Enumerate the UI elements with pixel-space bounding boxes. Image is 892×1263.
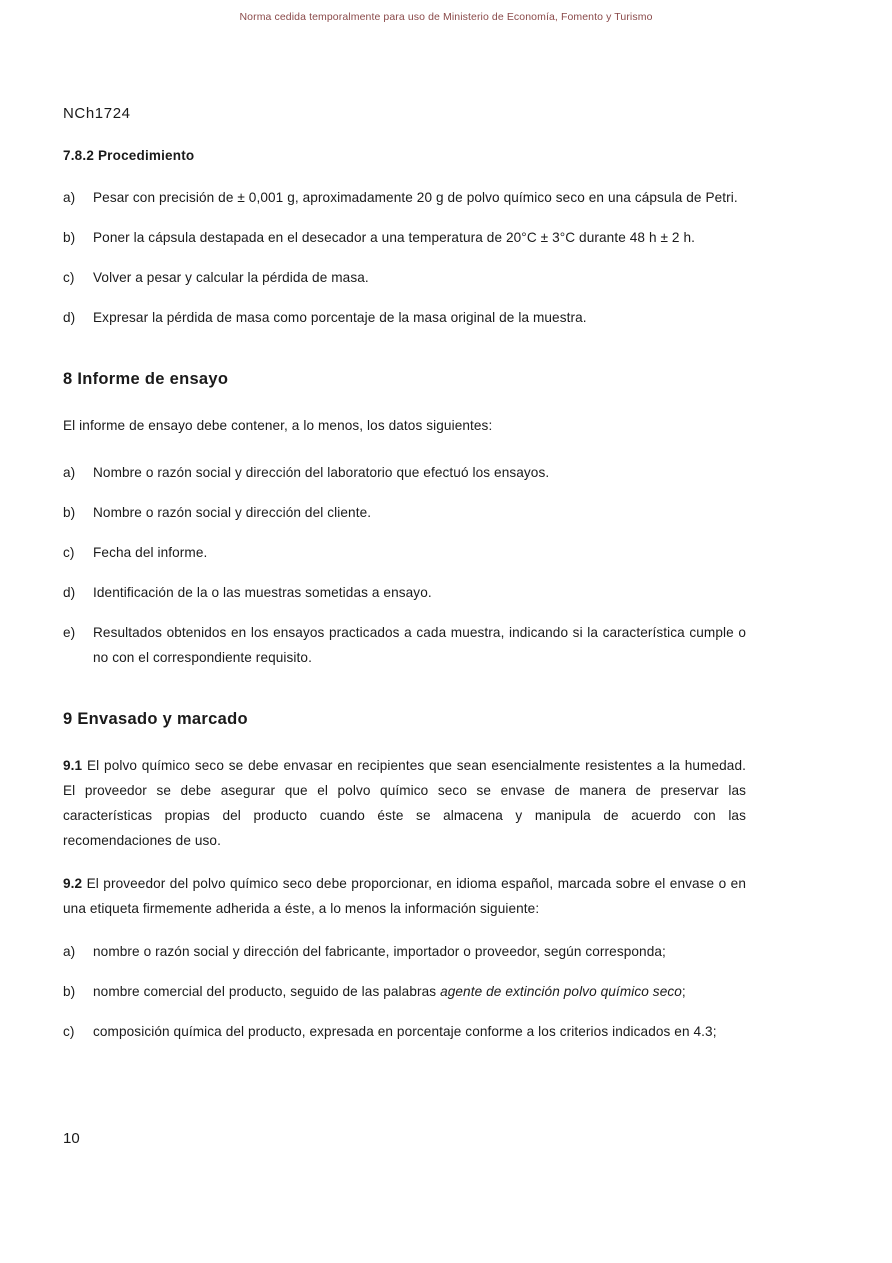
- list-marker: b): [63, 984, 76, 999]
- list-item: [63, 580, 746, 605]
- list-text: Fecha del informe.: [93, 545, 208, 560]
- list-text: nombre o razón social y dirección del fabricante, importador o proveedor, según corresponda;: [93, 944, 666, 959]
- list-text: Nombre o razón social y dirección del cliente.: [93, 505, 372, 520]
- list-marker: b): [63, 505, 76, 520]
- list-text: Nombre o razón social y dirección del laboratorio que efectuó los ensayos.: [93, 465, 550, 480]
- list-marker: c): [63, 545, 75, 560]
- list-text: composición química del producto, expresada en porcentaje conforme a los criterios indicados en 4.3;: [93, 1024, 717, 1039]
- list-item: [63, 225, 746, 250]
- list-item: [63, 500, 746, 525]
- list-text-before: nombre comercial del producto, seguido de las palabras: [93, 984, 441, 999]
- section-heading-8: 8 Informe de ensayo: [63, 370, 229, 388]
- list-item: [63, 265, 746, 290]
- list-marker: a): [63, 190, 76, 205]
- list-text: Volver a pesar y calcular la pérdida de masa.: [93, 270, 369, 285]
- list-text: Expresar la pérdida de masa como porcentaje de la masa original de la muestra.: [93, 310, 587, 325]
- list-marker: a): [63, 944, 76, 959]
- list-marker: e): [63, 625, 76, 640]
- list-text: Pesar con precisión de ± 0,001 g, aproximadamente 20 g de polvo químico seco en una cápsula de Petri.: [93, 190, 738, 205]
- list-item: [63, 979, 746, 1004]
- list-item: [63, 305, 746, 330]
- section-8-intro: El informe de ensayo debe contener, a lo menos, los datos siguientes:: [63, 418, 493, 433]
- document-content: [63, 105, 746, 1059]
- document-code: NCh1724: [63, 105, 131, 122]
- list-marker: a): [63, 465, 76, 480]
- list-item: [63, 540, 746, 565]
- clause-9-2: [63, 871, 746, 921]
- page-number: 10: [63, 1130, 80, 1147]
- clause-9-1-text: El polvo químico seco se debe envasar en recipientes que sean esencialmente resistentes a la humedad. El proveedor se debe asegurar que el polvo químico seco se envase de manera de preservar las características propias del producto cuando éste se almacena y manipula de acuerdo con las recomendaciones de uso.: [63, 758, 746, 848]
- list-text: Resultados obtenidos en los ensayos practicados a cada muestra, indicando si la característica cumple o no con el correspondiente requisito.: [93, 625, 746, 665]
- list-text: [93, 979, 746, 1004]
- list-marker: d): [63, 310, 76, 325]
- list-text-emphasis: agente de extinción polvo químico seco: [440, 984, 682, 999]
- list-item: [63, 185, 746, 210]
- clause-9-2-number: 9.2: [63, 876, 83, 891]
- list-marker: d): [63, 585, 76, 600]
- clause-9-1: [63, 753, 746, 853]
- list-item: [63, 1019, 746, 1044]
- list-marker: c): [63, 1024, 75, 1039]
- list-text: Poner la cápsula destapada en el desecador a una temperatura de 20°C ± 3°C durante 48 h ± 2 h.: [93, 230, 695, 245]
- section-heading-7-8-2: 7.8.2 Procedimiento: [63, 148, 195, 163]
- list-marker: c): [63, 270, 75, 285]
- list-item: [63, 620, 746, 670]
- watermark-notice: Norma cedida temporalmente para uso de Ministerio de Economía, Fomento y Turismo: [239, 11, 653, 23]
- section-heading-9: 9 Envasado y marcado: [63, 710, 248, 728]
- list-item: [63, 460, 746, 485]
- list-text: Identificación de la o las muestras sometidas a ensayo.: [93, 585, 432, 600]
- list-item: [63, 939, 746, 964]
- list-marker: b): [63, 230, 76, 245]
- clause-9-1-number: 9.1: [63, 758, 83, 773]
- list-text-after: ;: [681, 984, 686, 999]
- clause-9-2-text: El proveedor del polvo químico seco debe proporcionar, en idioma español, marcada sobre el envase o en una etiqueta firmemente adherida a éste, a lo menos la información siguiente:: [63, 876, 746, 916]
